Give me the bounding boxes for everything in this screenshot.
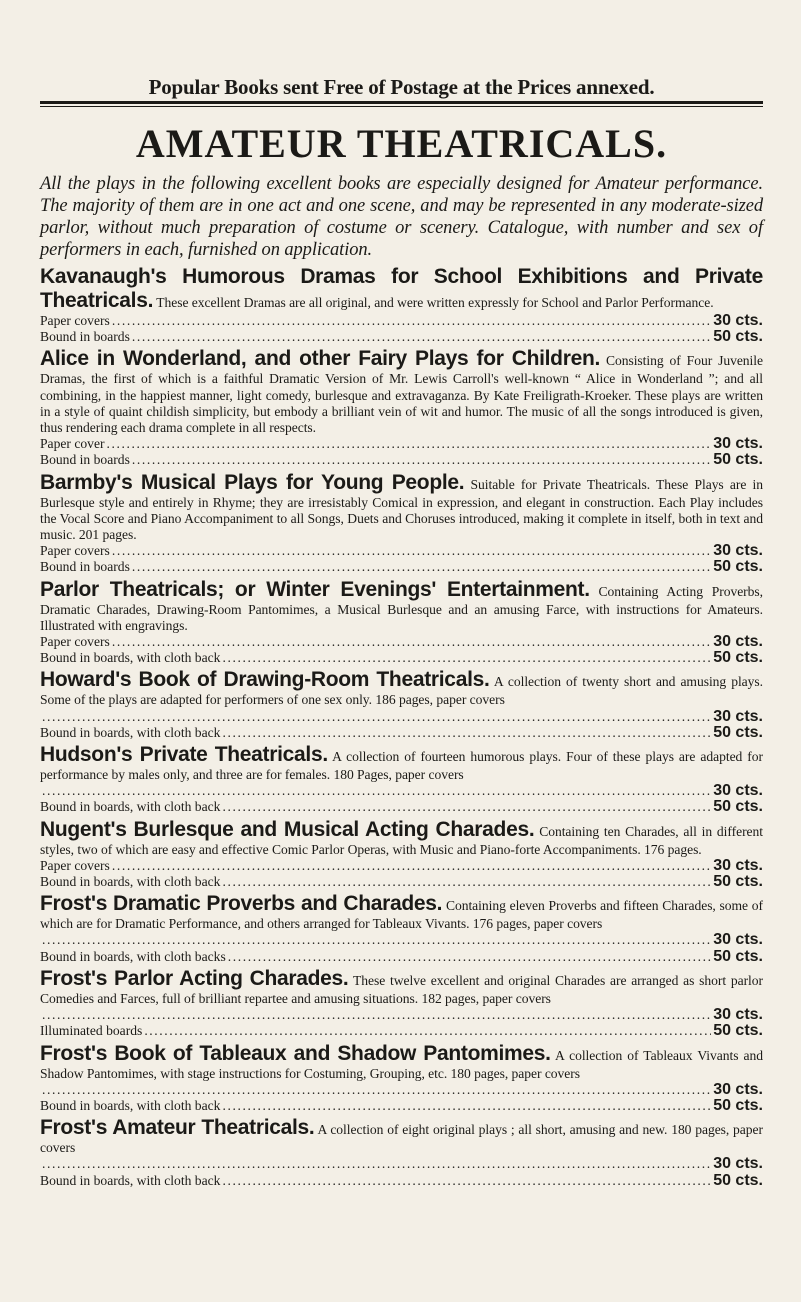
dot-leader [222, 1098, 711, 1114]
dot-leader [42, 1082, 711, 1098]
price-value: 50 cts. [713, 328, 763, 346]
price-value: 50 cts. [713, 649, 763, 667]
price-row [40, 1023, 763, 1039]
price-row [40, 1098, 763, 1114]
book-title: Frost's Parlor Acting Charades. [40, 966, 349, 990]
book-description: Containing Acting Proverbs, Dramatic Charades, Drawing-Room Pantomimes, a Musical Burlesque and an amusing Farce, with instructions for Amateurs. Illustrated with engravings. [40, 583, 763, 633]
dot-leader [222, 1173, 711, 1189]
book-description: These excellent Dramas are all original, and were written expressly for School and Parlor Performance. [156, 295, 714, 310]
dot-leader [144, 1023, 711, 1039]
binding-label: Bound in boards [40, 329, 130, 345]
book-description: Consisting of Four Juvenile Dramas, the first of which is a faithful Dramatic Version of Mr. Lewis Carroll's well-known “ Alice in Wonderland ”; and all combining, in the happiest manner, light comedy, burlesque and extravaganza. By Kate Freiligrath-Kroeker. These plays are written in a style of quaint childish simplicity, but embody a brilliant vein of wit and humor. The music of all the songs introduced is given, thus rendering each drama complete in all respects. [40, 353, 763, 436]
binding-label: Illuminated boards [40, 1023, 143, 1039]
book-description: A collection of twenty short and amusing plays. Some of the plays are adapted for performers of one sex only. 186 pages, paper covers [40, 674, 763, 708]
dot-leader [112, 634, 711, 650]
binding-label: Bound in boards, with cloth back [40, 1097, 221, 1113]
book-entry [40, 471, 763, 576]
book-entry-text [40, 1042, 763, 1082]
page-header: Popular Books sent Free of Postage at the Prices annexed. [148, 75, 655, 99]
binding-label: Paper covers [40, 543, 110, 559]
book-title: Kavanaugh's Humorous Dramas for School Exhibitions and Private Theatricals. [40, 265, 763, 312]
price-value: 30 cts. [713, 707, 763, 725]
book-entry [40, 668, 763, 741]
book-entry [40, 265, 763, 345]
binding-label: Bound in boards, with cloth backs [40, 948, 226, 964]
book-title: Alice in Wonderland, and other Fairy Plays for Children. [40, 347, 601, 371]
price-row [40, 1156, 763, 1172]
price-row [40, 949, 763, 965]
book-entry [40, 892, 763, 965]
price-value: 50 cts. [713, 723, 763, 741]
price-row [40, 1173, 763, 1189]
dot-leader [132, 559, 711, 575]
dot-leader [222, 799, 711, 815]
book-title: Parlor Theatricals; or Winter Evenings' Entertainment. [40, 577, 590, 601]
book-entry-text [40, 265, 763, 313]
price-value: 50 cts. [713, 947, 763, 965]
book-title: Frost's Book of Tableaux and Shadow Pantomimes. [40, 1041, 551, 1065]
dot-leader [107, 436, 712, 452]
price-row [40, 799, 763, 815]
book-entry [40, 967, 763, 1040]
book-entry [40, 578, 763, 667]
price-value: 30 cts. [713, 435, 763, 453]
dot-leader [42, 932, 711, 948]
book-entry [40, 818, 763, 891]
book-description: A collection of eight original plays ; all short, amusing and new. 180 pages, paper covers [40, 1122, 763, 1156]
price-row [40, 559, 763, 575]
dot-leader [42, 1007, 711, 1023]
price-row [40, 329, 763, 345]
book-title: Frost's Amateur Theatricals. [40, 1116, 315, 1140]
price-value: 50 cts. [713, 1096, 763, 1114]
book-entry-text [40, 892, 763, 932]
intro-paragraph: All the plays in the following excellent books are especially designed for Amateur performance. The majority of them are in one act and one scene, and may be represented in any moderate-sized parlor, without much preparation of costume or scenery. Catalogue, with number and sex of performers in each, furnished on application. [40, 174, 763, 260]
dot-leader [112, 313, 711, 329]
dot-leader [42, 1156, 711, 1172]
price-row [40, 932, 763, 948]
book-entry [40, 743, 763, 816]
price-value: 30 cts. [713, 1080, 763, 1098]
book-entry-text [40, 1116, 763, 1156]
book-description: Containing ten Charades, all in different styles, two of which are easy and effective Comic Parlor Operas, with Music and Piano-forte Accompaniments. 176 pages. [40, 823, 764, 857]
book-entry [40, 1116, 763, 1189]
book-entry [40, 347, 763, 468]
binding-label: Bound in boards, with cloth back [40, 724, 221, 740]
book-description: Suitable for Private Theatricals. These Plays are in Burlesque style and entirely in Rhyme; they are irresistably Comical in expression, and elegant in construction. Each Play includes the Vocal Score and Piano Accompaniment to all Songs, Duets and Choruses introduced, making it complete in itself, both in text and music. 201 pages. [40, 476, 764, 543]
book-entry-text [40, 818, 763, 858]
binding-label: Bound in boards [40, 559, 130, 575]
binding-label: Paper covers [40, 634, 110, 650]
book-description: Containing eleven Proverbs and fifteen Charades, some of which are for Dramatic Performance, and others arranged for Tableaux Vivants. 176 pages, paper covers [40, 898, 763, 932]
dot-leader [132, 452, 711, 468]
price-row [40, 1082, 763, 1098]
binding-label: Paper covers [40, 313, 110, 328]
price-row [40, 1007, 763, 1023]
price-row [40, 874, 763, 890]
price-row [40, 634, 763, 650]
price-value: 50 cts. [713, 873, 763, 891]
price-row [40, 313, 763, 329]
price-value: 50 cts. [713, 798, 763, 816]
dot-leader [222, 725, 711, 741]
binding-label: Paper covers [40, 857, 110, 873]
book-title: Barmby's Musical Plays for Young People. [40, 470, 465, 494]
binding-label: Bound in boards, with cloth back [40, 1172, 221, 1188]
dot-leader [132, 329, 711, 345]
binding-label: Bound in boards, with cloth back [40, 874, 221, 890]
dot-leader [42, 709, 711, 725]
price-value: 30 cts. [713, 1006, 763, 1024]
price-value: 30 cts. [713, 633, 763, 651]
price-value: 30 cts. [713, 542, 763, 560]
price-value: 50 cts. [713, 1171, 763, 1189]
price-row [40, 709, 763, 725]
section-title: AMATEUR THEATRICALS. [135, 121, 668, 166]
price-value: 50 cts. [713, 451, 763, 469]
book-entry [40, 1042, 763, 1115]
dot-leader [228, 949, 711, 965]
price-value: 30 cts. [713, 856, 763, 874]
book-description: These twelve excellent and original Charades are arranged as short parlor Comedies and Farces, full of brilliant repartee and amusing situations. 182 pages, paper covers [40, 972, 764, 1006]
book-list [40, 265, 763, 1189]
binding-label: Paper cover [40, 436, 105, 452]
price-row [40, 452, 763, 468]
book-title: Howard's Book of Drawing-Room Theatricals. [40, 668, 490, 692]
book-entry-text [40, 668, 763, 708]
book-title: Nugent's Burlesque and Musical Acting Charades. [40, 817, 535, 841]
binding-label: Bound in boards, with cloth back [40, 650, 221, 666]
book-entry-text [40, 347, 763, 436]
price-value: 50 cts. [713, 1022, 763, 1040]
binding-label: Bound in boards [40, 452, 130, 468]
price-value: 30 cts. [713, 1155, 763, 1173]
dot-leader [112, 858, 711, 874]
price-value: 30 cts. [713, 782, 763, 800]
dot-leader [42, 783, 711, 799]
price-value: 30 cts. [713, 931, 763, 949]
dot-leader [112, 543, 711, 559]
book-entry-text [40, 743, 763, 783]
price-value: 50 cts. [713, 558, 763, 576]
header-rule [40, 101, 763, 104]
header-rule-thin [40, 106, 763, 107]
binding-label: Bound in boards, with cloth back [40, 799, 221, 815]
book-entry-text [40, 967, 763, 1007]
price-row [40, 543, 763, 559]
book-title: Hudson's Private Theatricals. [40, 743, 328, 767]
book-description: A collection of Tableaux Vivants and Shadow Pantomimes, with stage instructions for Costuming, Grouping, etc. 180 pages, paper covers [40, 1047, 763, 1081]
book-entry-text [40, 471, 763, 544]
book-description: A collection of fourteen humorous plays. Four of these plays are adapted for performance by males only, and three are for females. 180 Pages, paper covers [40, 749, 763, 783]
dot-leader [222, 874, 711, 890]
price-row [40, 650, 763, 666]
book-title: Frost's Dramatic Proverbs and Charades. [40, 892, 443, 916]
price-row [40, 783, 763, 799]
price-row [40, 725, 763, 741]
price-value: 30 cts. [713, 312, 763, 329]
price-row [40, 436, 763, 452]
dot-leader [222, 650, 711, 666]
book-entry-text [40, 578, 763, 634]
price-row [40, 858, 763, 874]
